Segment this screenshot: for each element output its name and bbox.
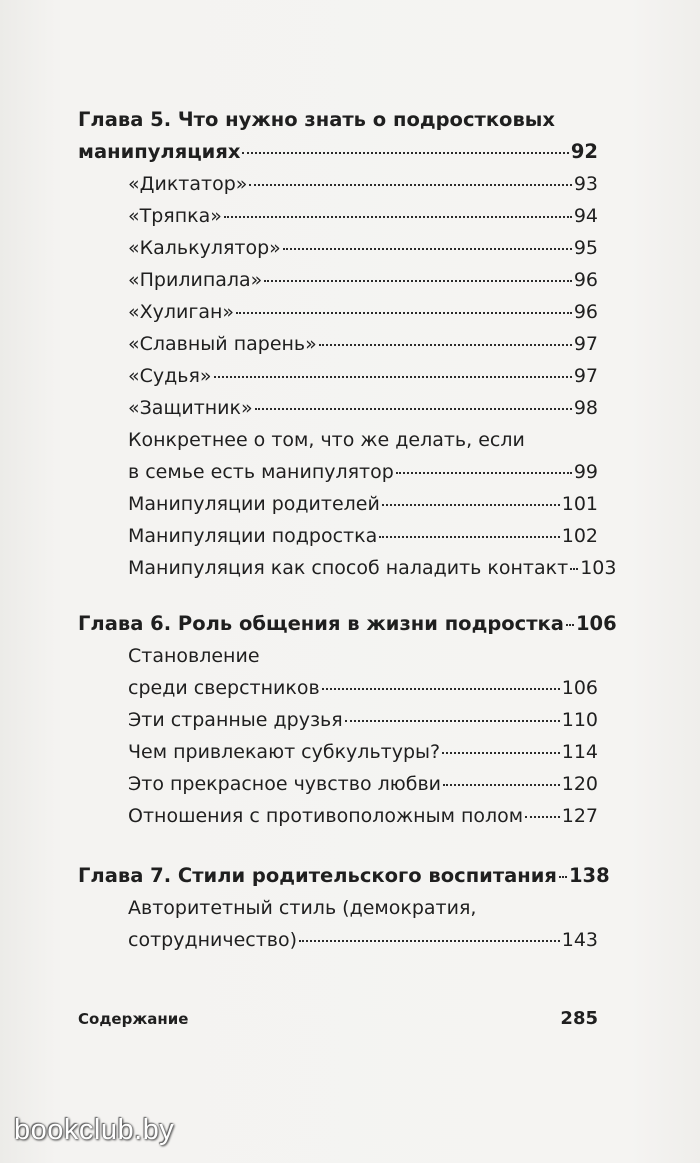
running-footer-label: Содержание xyxy=(78,1010,189,1028)
toc-entry xyxy=(78,736,598,768)
chapter-5-title-line1: Глава 5. Что нужно знать о подростковых xyxy=(78,108,555,131)
toc-entry xyxy=(78,264,598,296)
toc-entry-line1 xyxy=(78,892,598,924)
toc-entry-label: Манипуляции родителей xyxy=(128,493,380,515)
toc-entry-label: Становление xyxy=(128,645,260,667)
toc-entry xyxy=(78,200,598,232)
page-number: 98 xyxy=(573,397,598,419)
toc-entry xyxy=(78,392,598,424)
leader-dots xyxy=(224,215,572,218)
toc-entry-label: Отношения с противоположным полом xyxy=(128,805,524,827)
toc-entry-label: «Тряпка» xyxy=(128,205,222,227)
page-number: 96 xyxy=(573,269,598,291)
toc-entry-label: «Диктатор» xyxy=(128,173,248,195)
toc-entry xyxy=(78,924,598,956)
toc-entry-label: Манипуляция как способ наладить контакт xyxy=(128,557,569,579)
leader-dots xyxy=(236,311,572,314)
page-number: 114 xyxy=(561,741,598,763)
toc-entry xyxy=(78,168,598,200)
chapter-6-heading xyxy=(78,608,617,640)
chapter-5-heading-line2 xyxy=(78,136,598,168)
toc-entry-line1 xyxy=(78,640,598,672)
page-number: 93 xyxy=(573,173,598,195)
toc-entry-label: «Калькулятор» xyxy=(128,237,281,259)
toc-entry-label: Конкретнее о том, что же делать, если xyxy=(128,429,525,451)
chapter-6-title: Глава 6. Роль общения в жизни подростка xyxy=(78,612,564,635)
toc-entry xyxy=(78,768,598,800)
toc-entry-label: Это прекрасное чувство любви xyxy=(128,773,442,795)
page-number: 103 xyxy=(580,557,617,579)
leader-dots xyxy=(319,343,572,346)
page-number: 106 xyxy=(575,612,617,635)
toc-entry xyxy=(78,520,598,552)
page-number: 92 xyxy=(570,140,598,163)
leader-dots xyxy=(214,375,572,378)
toc-entry xyxy=(78,704,598,736)
leader-dots xyxy=(443,783,560,786)
page-number: 99 xyxy=(573,461,598,483)
leader-dots xyxy=(559,875,567,878)
toc-entry xyxy=(78,296,598,328)
folio-page-number: 285 xyxy=(560,1008,598,1029)
chapter-5-heading xyxy=(78,104,598,136)
toc-entry-label: «Прилипала» xyxy=(128,269,263,291)
toc-entry-label: среди сверстников xyxy=(128,677,320,699)
leader-dots xyxy=(345,719,560,722)
toc-entry-label: «Хулиган» xyxy=(128,301,235,323)
leader-dots xyxy=(379,535,560,538)
leader-dots xyxy=(566,623,574,626)
chapter-7-title: Глава 7. Стили родительского воспитания xyxy=(78,864,557,887)
page-number: 106 xyxy=(561,677,598,699)
toc-entry-label: в семье есть манипулятор xyxy=(128,461,394,483)
page-number: 97 xyxy=(573,333,598,355)
page-number: 127 xyxy=(561,805,598,827)
leader-dots xyxy=(242,151,568,154)
toc-entry xyxy=(78,456,598,488)
leader-dots xyxy=(570,567,578,570)
leader-dots xyxy=(442,751,560,754)
leader-dots xyxy=(322,687,560,690)
toc-entry-label: «Судья» xyxy=(128,365,212,387)
page-number: 95 xyxy=(573,237,598,259)
toc-entry xyxy=(78,672,598,704)
page-number: 97 xyxy=(573,365,598,387)
toc-entry-label: сотрудничество) xyxy=(128,929,298,951)
page-number: 120 xyxy=(561,773,598,795)
leader-dots xyxy=(255,407,572,410)
leader-dots xyxy=(299,939,560,942)
toc-entry xyxy=(78,328,598,360)
toc-entry xyxy=(78,232,598,264)
page-number: 110 xyxy=(561,709,598,731)
chapter-5-title-line2: манипуляциях xyxy=(78,140,241,163)
toc-entry xyxy=(78,800,598,832)
page-footer xyxy=(78,1008,598,1029)
toc-entry-label: Эти странные друзья xyxy=(128,709,343,731)
leader-dots xyxy=(264,279,572,282)
toc-entry-label: Авторитетный стиль (демократия, xyxy=(128,897,477,919)
toc-entry xyxy=(78,360,598,392)
leader-dots xyxy=(382,503,560,506)
leader-dots xyxy=(249,183,571,186)
toc-entry-line1 xyxy=(78,424,598,456)
leader-dots xyxy=(396,471,572,474)
watermark: bookclub.by xyxy=(14,1114,175,1146)
leader-dots xyxy=(525,815,560,818)
toc-entry-label: «Защитник» xyxy=(128,397,253,419)
page-number: 101 xyxy=(561,493,598,515)
page-number: 94 xyxy=(573,205,598,227)
toc-entry-label: Чем привлекают субкультуры? xyxy=(128,741,441,763)
toc-entry-label: «Славный парень» xyxy=(128,333,317,355)
page-number: 138 xyxy=(568,864,610,887)
leader-dots xyxy=(283,247,572,250)
page-number: 96 xyxy=(573,301,598,323)
table-of-contents xyxy=(78,104,617,956)
chapter-7-heading xyxy=(78,860,610,892)
toc-entry xyxy=(78,488,598,520)
toc-entry-label: Манипуляции подростка xyxy=(128,525,378,547)
page-number: 102 xyxy=(561,525,598,547)
toc-entry xyxy=(78,552,617,584)
page-number: 143 xyxy=(561,929,598,951)
